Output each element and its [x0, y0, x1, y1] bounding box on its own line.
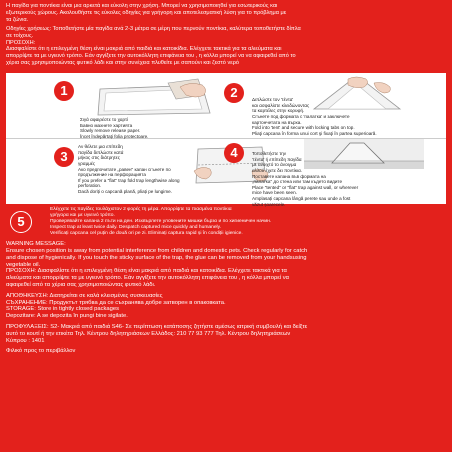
step-2-text	[252, 97, 377, 136]
storage-line: STORAGE: Store in tightly closed packages	[6, 306, 119, 313]
step-1-line: Бавно махнете хартията	[80, 122, 133, 128]
storage-line: СЪХРАНЕНИЕ: Продуктът трябва да се съхранява добре затворен в опаковката.	[6, 299, 226, 306]
instruction-steps-panel	[6, 73, 446, 207]
warning-en	[6, 241, 446, 268]
step-4-line: „палатка" до стена или там където видите	[252, 179, 343, 185]
step-3-line: γραμμές	[78, 160, 96, 166]
storage-info	[6, 293, 446, 320]
step-5-text	[50, 207, 380, 237]
intro-line: τα ζώνια.	[6, 16, 29, 23]
warning-line: αφαιρεθεί από τα χέρια σας χρησιμοποιώντας φυτικό λάδι.	[6, 281, 156, 288]
step-4-number: 4	[224, 143, 244, 163]
precaution-line: Κύπρου : 1401	[6, 337, 45, 344]
eco-line: Φιλικό προς το περιβάλλον	[6, 348, 76, 355]
step-3-line: perforation.	[78, 183, 102, 189]
intro-line: ΠΡΟΣΟΧΗ:	[6, 39, 36, 46]
step-3-text	[78, 144, 208, 194]
warning-line: vegetable oil.	[6, 261, 41, 268]
step-3-line: Dacă doriți o capcană plană, pliați pe lungime.	[78, 188, 172, 194]
step-1-text	[80, 117, 148, 139]
intro-line: Οδηγίες χρήσεως: Τοποθετήστε μία παγίδα ανά 2-3 μέτρα σε μέρη που περνούν ποντίκια, καλύτερα τοποθετήστε δίπλα	[6, 25, 301, 32]
eco-friendly-note	[6, 348, 446, 355]
step-3-line: μήκος στις διάτρητες	[78, 155, 120, 161]
precautions-info	[6, 324, 446, 344]
step-2-line: Pliaţi capcana în forma unui cort şi fixaţi în partea superioară.	[252, 130, 377, 136]
warning-line: WARNING MESSAGE:	[6, 241, 66, 248]
step-3-number: 3	[54, 147, 74, 167]
warning-line: Ensure chosen position is away from potential interference from children and domestic pets. Check regularly for catch	[6, 247, 308, 254]
step-1-line: Σιγά αφαιρέστε το χαρτί	[80, 117, 128, 123]
warning-line: and dispose of hygienically. If you touch the sticky surface of the trap, the glue can be removed from your handsusing	[6, 254, 307, 261]
storage-line: Depozitare: A se depozita în pungi bine sigilate.	[6, 313, 128, 320]
step-5-line: Проверявайте капана 2 пъти на ден. Изхвърлете уловените мишки бързо и по хигиеничен начин.	[50, 218, 272, 224]
storage-line: ΑΠΟΘΗΚΕΥΣΗ: Διατηρείται σε καλά κλεισμένες συσκευασίες	[6, 292, 163, 299]
step-4-line: mice have been seen.	[252, 190, 297, 196]
step-5-number: 5	[10, 211, 32, 233]
step-4-line: 'τέντα' ή επίπεδη παγίδα	[252, 156, 302, 162]
intro-text	[6, 3, 446, 67]
step-3-line: продължение на перфорацията	[78, 172, 146, 178]
intro-line: Η παγίδα για ποντίκια είναι μια αρκετά και εύκολη στην χρήση. Μπορεί να χρησιμοποιηθεί για εσωτερικούς και	[6, 3, 278, 9]
step-5-section	[6, 207, 446, 237]
step-3-line: Αν θέλετε μια επίπεδη	[78, 144, 123, 150]
warning-line: αλιεύματα και απορρίψτε τα με υγιεινό τρόπο. Εάν αγγίξετε την αυτοκόλλητη επιφάνεια του , η κόλλα μπορεί να	[6, 275, 289, 282]
step-3-line: Ако предпочитате „равен" капан сгънете по	[78, 166, 171, 172]
step-3-line: If you prefer a "flat" trap fold trap lengthwise along	[78, 177, 180, 183]
step-1-number: 1	[54, 81, 74, 101]
step-1-illustration	[80, 77, 220, 119]
intro-line: χέρια σας χρησιμοποιώντας φυτικό λάδι και στην συνέχεια πλυθείτε με σαπούνι και ζεστό νερό	[6, 60, 240, 67]
step-2-line: Fold into 'tent' and secure with locking tabs on top.	[252, 125, 355, 131]
step-5-line: Ελέγχετε τις παγίδες τουλάχιστον 2 φορές τη μέρα. Απορρίψτε τα πιασμένα ποντίκια	[50, 207, 232, 213]
intro-line: εξωτερικούς χώρους. Ακολουθήστε τις εύκολες οδηγίες για γρήγορη και αποτελεσματική λύση για το πρόβλημα με	[6, 9, 287, 16]
step-1-line: Încet îndepărtați folia protectoare.	[80, 133, 149, 139]
step-2-number: 2	[224, 83, 244, 103]
intro-line: απορρίψτε τα με υγιεινό τρόπο. Εάν αγγίξετε την αυτοκόλλητη επιφάνεια του , η κόλλα μπορεί να να αφαιρεθεί από το	[6, 53, 296, 60]
precaution-line: αυτό το κουτί ή την ετικέτα Τηλ. Κέντρου δηλητηριάσεων Ελλάδος: 210 77 93 777 Τηλ. Κέντρου δηλητηριάσεων	[6, 330, 291, 337]
step-2-line: картончетата на върха.	[252, 119, 302, 125]
intro-line: Διασφαλίστε ότι η επιλεγμένη θέση είναι μακριά από παιδιά και κατοικίδια. Ελέγχετε τακτικά για τα αλιεύματα και	[6, 46, 282, 53]
step-5-line: γρήγορα και με υγιεινό τρόπο.	[50, 213, 115, 219]
step-2-line: Сгънете под формата с 'палатка' и заключете	[252, 113, 350, 119]
step-4-line: Поставете капана във формата на	[252, 173, 326, 179]
precaution-line: ΠΡΟΦΥΛΑΞΕΙΣ: S2- Μακριά από παιδιά S46- Σε περίπτωση κατάποσης ζητήστε αμέσως ιατρική συμβουλή και δείξτε	[6, 323, 308, 330]
warnings-section	[6, 241, 446, 355]
step-5-line: Inspect trap at least twice daily. Despatch captured mice quickly and humanely.	[50, 224, 222, 230]
step-4-line: με ανοιχτό το άνοιγμα	[252, 162, 297, 168]
step-4-line: văzut șoarecele.	[252, 201, 286, 207]
step-2-line: τα καρτέλες στην κορυφή.	[252, 108, 305, 114]
step-4-line: Place "tented" or "flat" trap against wall, or wherever	[252, 184, 359, 190]
step-4-line: Τοποθετήστε την	[252, 151, 287, 157]
warning-line: ΠΡΟΣΟΧΗ: Διασφαλίστε ότι η επιλεγμένη θέση είναι μακριά από παιδιά και κατοικίδια. Ελέγχετε τακτικά για τα	[6, 268, 287, 275]
step-5-line: Verificați capcana cel puțin de două ori pe zi. Eliminați captura rapid și în condiții igienice.	[50, 230, 243, 236]
intro-paragraph-2	[6, 26, 446, 67]
step-2-line: και ασφαλίστε κλειδώνοντας	[252, 102, 310, 108]
step-2-line: Διπλώστε τον 'τέντα'	[252, 97, 294, 103]
step-4-text	[252, 151, 358, 207]
intro-paragraph-1	[6, 3, 446, 24]
step-4-line: Amplasați capcana lângă perete sau unde a fost	[252, 195, 351, 201]
step-1-line: Slowly remove release paper.	[80, 128, 141, 134]
step-4-line: αλλού έχετε δει ποντίκια.	[252, 167, 303, 173]
step-3-line: παγίδα διπλώστε κατά	[78, 149, 124, 155]
intro-line: σε τοίχους.	[6, 32, 34, 39]
warning-gr	[6, 268, 446, 288]
